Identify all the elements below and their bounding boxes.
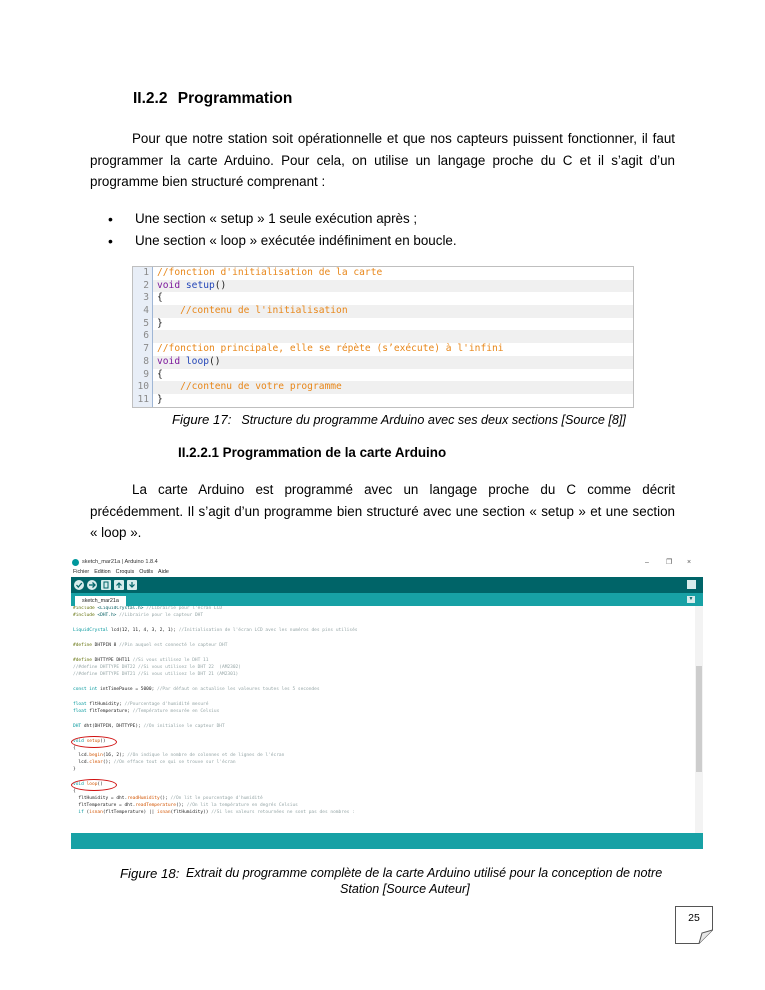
new-file-icon[interactable] [101,580,111,590]
maximize-icon[interactable]: ❐ [666,559,673,566]
body-text: La carte Arduino est programmé avec un langage proche du C comme décrit précédemment. Il s’agit d’un programme bien structuré avec une section « setup » et une section « loop ». [90,482,675,540]
line-number: 8 [133,356,153,369]
ide-code-line: DHT dht(DHTPIN, DHTTYPE); //On initialise le capteur DHT [73,724,225,729]
ide-code-line: { [73,789,76,794]
page-number-box [675,906,713,944]
line-number: 2 [133,280,153,293]
ide-code-line: { [73,746,76,751]
bullet-item: • Une section « loop » exécutée indéfiniment en boucle. [108,230,457,252]
section-number: II.2.2 [133,90,168,107]
ide-menubar [71,568,703,577]
ide-code-line: if (isnan(fltTemperature) || isnan(fltHumidity)) //Si les valeurs retournées ne sont pas des nombres : [78,810,355,815]
figure18-text-line1: Extrait du programme complète de la carte Arduino utilisé pour la conception de notre [186,866,663,880]
ide-code-line: #include <DHT.h> //Librairie pour le capteur DHT [73,613,204,618]
menu-edition[interactable]: Edition [94,569,111,575]
upload-icon[interactable] [87,580,97,590]
ide-code-line: void setup() [73,739,106,744]
ide-code-line: #include <LiquidCrystal.h> //Librairie pour l'écran LCD [73,606,223,611]
code-line: { [157,368,163,380]
ide-code-line: LiquidCrystal lcd(12, 11, 4, 3, 2, 1); //Initialisation de l'écran LCD avec les numéros des pins utilisés [73,628,358,633]
code-row [133,330,633,343]
code-line [153,330,157,343]
figure17-text: Structure du programme Arduino avec ses deux sections [Source [8]] [241,413,626,427]
save-file-icon[interactable] [127,580,137,590]
line-number: 3 [133,292,153,305]
ide-toolbar [71,577,703,593]
ide-statusbar [71,833,703,849]
code-row [133,305,633,318]
verify-icon[interactable] [74,580,84,590]
code-row [133,394,633,407]
code-line: void loop() [157,355,221,367]
figure17-caption [172,412,626,427]
ide-code-line: } [73,767,76,772]
minimize-icon[interactable]: – [645,559,649,566]
intro-text: Pour que notre station soit opérationnelle et que nos capteurs puissent fonctionner, il faut programmer la carte Arduino. Pour cela, on utilise un langage proche du C et il s’agit d’un programme bien structuré comprenant : [90,131,675,189]
ide-code-line: //#define DHTTYPE DHT21 //Si vous utilisez le DHT 21 (AM2301) [73,672,239,677]
serial-monitor-icon[interactable] [687,580,696,589]
ide-code-line: #define DHTTYPE DHT11 //Si vous utilisez le DHT 11 [73,658,209,663]
code-line: { [157,292,163,304]
scrollbar-thumb[interactable] [696,666,702,772]
line-number: 1 [133,267,153,280]
figure18-label: Figure 18: [120,866,180,881]
line-number: 10 [133,381,153,394]
code-row [133,280,633,293]
section-title: Programmation [177,90,293,107]
menu-outils[interactable]: Outils [139,569,154,575]
code-line: //contenu de votre programme [157,381,342,393]
page-number: 25 [688,912,700,924]
code-line: } [157,317,163,329]
sketch-tab[interactable]: sketch_mar21a [75,596,126,606]
ide-code-line: lcd.clear(); //On efface tout ce qui se trouve sur l'écran [73,760,236,765]
code-row [133,369,633,382]
code-line: //contenu de l'initialisation [157,305,348,317]
line-number: 11 [133,394,153,407]
code-line: } [157,393,163,405]
line-number: 4 [133,305,153,318]
loop-highlight-circle [71,779,117,791]
ide-code-line: #define DHTPIN 8 //Pin auquel est connecté le capteur DHT [73,643,228,648]
menu-aide[interactable]: Aide [158,569,169,575]
code-row [133,356,633,369]
code-listing [132,266,634,408]
arduino-ide-screenshot [71,556,703,820]
code-editor[interactable] [71,606,695,833]
ide-code-line: void loop() [73,782,103,787]
open-file-icon[interactable] [114,580,124,590]
code-row [133,267,633,280]
figure17-label: Figure 17: [172,412,232,427]
close-icon[interactable]: × [687,559,692,566]
intro-paragraph [90,128,675,193]
body-paragraph [90,479,675,544]
line-number: 5 [133,318,153,331]
setup-highlight-circle [71,736,117,748]
ide-window-title: sketch_mar21a | Arduino 1.8.4 [82,559,158,565]
ide-code-line: //#define DHTTYPE DHT22 //Si vous utilisez le DHT 22 (AM2302) [73,665,241,670]
figure18-text-line2: Station [Source Auteur] [340,882,470,896]
bullet-item: • Une section « setup » 1 seule exécution après ; [108,208,457,230]
ide-code-line: float fltTemperature; //Température mesurée en Celsius [73,709,220,714]
subsection-heading: II.2.2.1 Programmation de la carte Arduino [178,445,447,460]
ide-tabbar [71,593,703,606]
section-heading [133,90,292,108]
ide-code-line: fltTemperature = dht.readTemperature(); //On lit la température en degrés Celsius [73,803,298,808]
code-row [133,343,633,356]
bullet-list [108,208,457,252]
code-line: void setup() [157,279,227,291]
code-line: //fonction d'initialisation de la carte [157,267,383,278]
code-row [133,292,633,305]
code-line: //fonction principale, elle se répète (s’exécute) à l'infini [157,343,504,355]
line-number: 6 [133,330,153,343]
menu-croquis[interactable]: Croquis [115,569,135,575]
arduino-app-icon [72,559,79,566]
ide-code-line: lcd.begin(16, 2); //On indique le nombre de colonnes et de lignes de l'écran [73,753,285,758]
chevron-down-icon[interactable]: ▼ [688,596,694,602]
menu-fichier[interactable]: Fichier [73,569,90,575]
code-row [133,318,633,331]
line-number: 7 [133,343,153,356]
code-row [133,381,633,394]
line-number: 9 [133,369,153,382]
ide-code-line: float fltHumidity; //Pourcentage d'humidité mesuré [73,702,209,707]
editor-scrollbar[interactable] [695,606,703,833]
ide-code-line: fltHumidity = dht.readHumidity(); //On lit le pourcentage d'humidité [73,796,263,801]
ide-code-line: const int intTimePause = 5000; //Par défaut on actualise les valeures toutes les 5 secondes [73,687,320,692]
